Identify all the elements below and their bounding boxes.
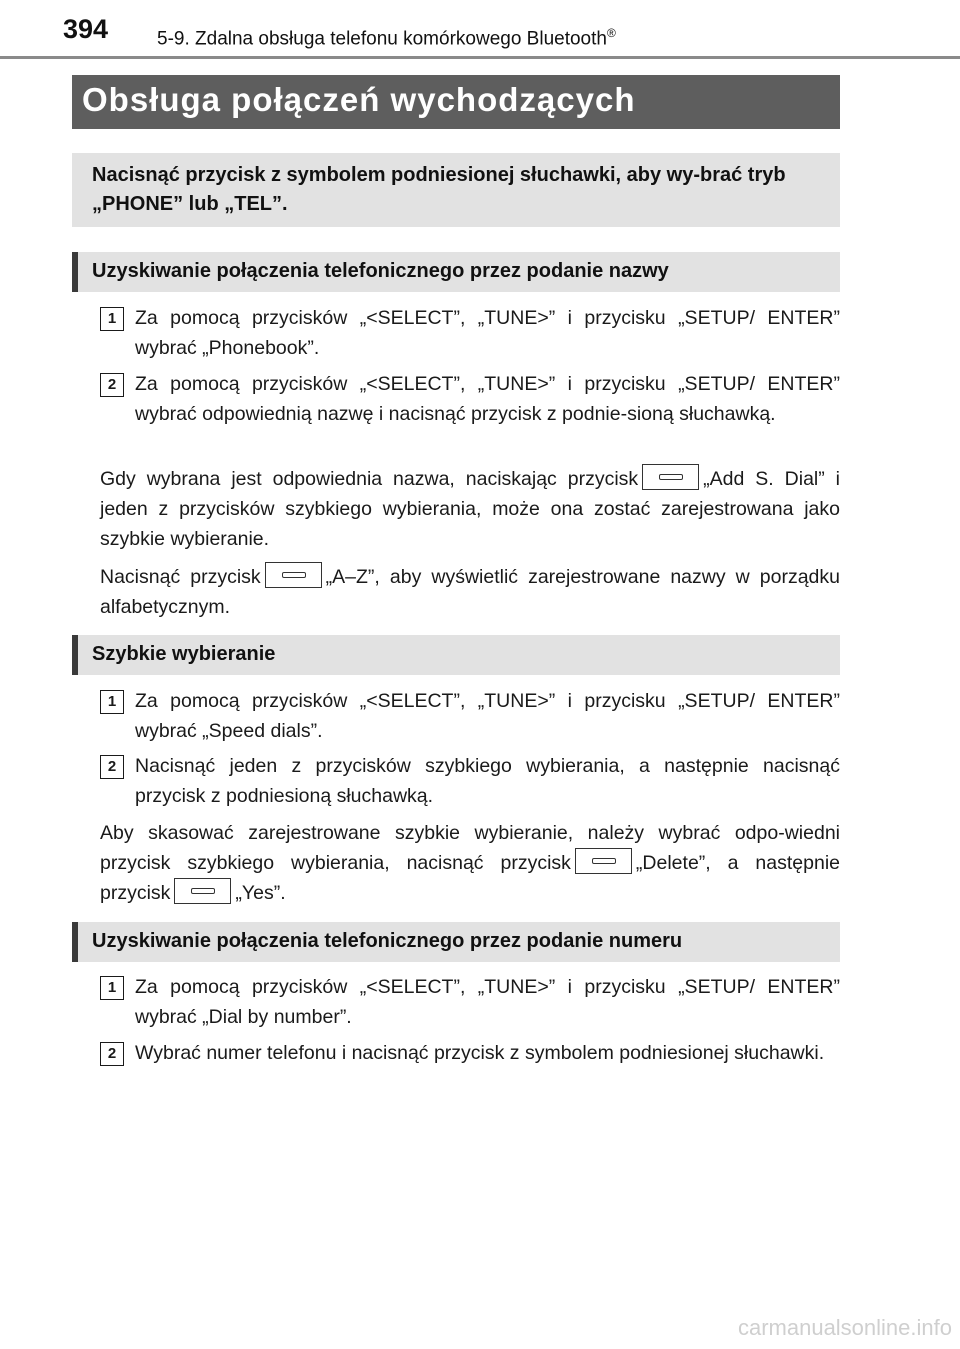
step-item (100, 972, 840, 1034)
note-text: Aby skasować zarejestrowane szybkie wybieranie, należy wybrać odpo-wiedni przycisk szybkiego wybierania, nacisnąć przycisk (100, 822, 840, 874)
step-text: Za pomocą przycisków „<SELECT”, „TUNE>” i przycisku „SETUP/ ENTER” wybrać „Dial by number”. (135, 976, 840, 1028)
intro-text: Nacisnąć przycisk z symbolem podniesionej słuchawki, aby wy-brać tryb „PHONE” lub „TEL”. (92, 164, 786, 215)
screen-button-icon (174, 878, 231, 904)
step-text: Za pomocą przycisków „<SELECT”, „TUNE>” i przycisku „SETUP/ ENTER” wybrać odpowiednią nazwę i nacisnąć przycisk z podnie-sioną słuchawką. (135, 373, 840, 425)
registered-mark: ® (606, 26, 616, 40)
subsection-title-by-name: Uzyskiwanie połączenia telefonicznego przez podanie nazwy (92, 260, 669, 282)
note-text: Gdy wybrana jest odpowiednia nazwa, naciskając przycisk (100, 468, 639, 490)
chapter-title (157, 26, 616, 50)
screen-button-icon (575, 848, 632, 874)
step-text: Za pomocą przycisków „<SELECT”, „TUNE>” i przycisku „SETUP/ ENTER” wybrać „Speed dials”. (135, 690, 840, 742)
step-text: Za pomocą przycisków „<SELECT”, „TUNE>” i przycisku „SETUP/ ENTER” wybrać „Phonebook”. (135, 307, 840, 359)
header-rule (0, 56, 960, 59)
note-delete-speed-dial (100, 818, 840, 908)
page-number: 394 (63, 14, 109, 44)
subsection-bar-by-number (72, 922, 840, 962)
note-a-z (100, 562, 840, 622)
section-title-bar (72, 75, 840, 129)
step-number: 1 (100, 976, 124, 1000)
note-add-speed-dial (100, 464, 840, 554)
screen-button-icon (642, 464, 699, 490)
note-text: „Add S. Dial” i jeden z przycisków szybkiego wybierania, może ona zostać zarejestrowana jako szybkie wybieranie. (100, 468, 840, 550)
step-text: Nacisnąć jeden z przycisków szybkiego wybierania, a następnie nacisnąć przycisk z podniesioną słuchawką. (135, 755, 840, 807)
step-number: 1 (100, 307, 124, 331)
chapter-title-text: 5-9. Zdalna obsługa telefonu komórkowego Bluetooth (157, 28, 607, 50)
section-title: Obsługa połączeń wychodzących (82, 81, 636, 118)
note-text: „Yes”. (235, 882, 286, 904)
watermark: carmanualsonline.info (737, 1315, 952, 1340)
step-text: Wybrać numer telefonu i nacisnąć przycisk z symbolem podniesionej słuchawki. (135, 1042, 825, 1064)
step-item (100, 751, 840, 813)
step-item (100, 303, 840, 365)
note-text: Nacisnąć przycisk (100, 566, 261, 588)
note-text: „A–Z”, aby wyświetlić zarejestrowane nazwy w porządku alfabetycznym. (100, 566, 840, 618)
subsection-bar-by-name (72, 252, 840, 292)
intro-box (72, 153, 840, 227)
step-item (100, 369, 840, 461)
step-number: 2 (100, 373, 124, 397)
step-item (100, 1038, 840, 1100)
screen-button-icon (265, 562, 322, 588)
step-item (100, 686, 840, 748)
subsection-title-speed-dial: Szybkie wybieranie (92, 643, 276, 665)
step-number: 2 (100, 1042, 124, 1066)
subsection-bar-speed-dial (72, 635, 840, 675)
step-number: 2 (100, 755, 124, 779)
page-header (0, 0, 960, 60)
subsection-title-by-number: Uzyskiwanie połączenia telefonicznego przez podanie numeru (92, 930, 683, 952)
note-text: „Delete”, a następnie przycisk (100, 852, 840, 904)
step-number: 1 (100, 690, 124, 714)
